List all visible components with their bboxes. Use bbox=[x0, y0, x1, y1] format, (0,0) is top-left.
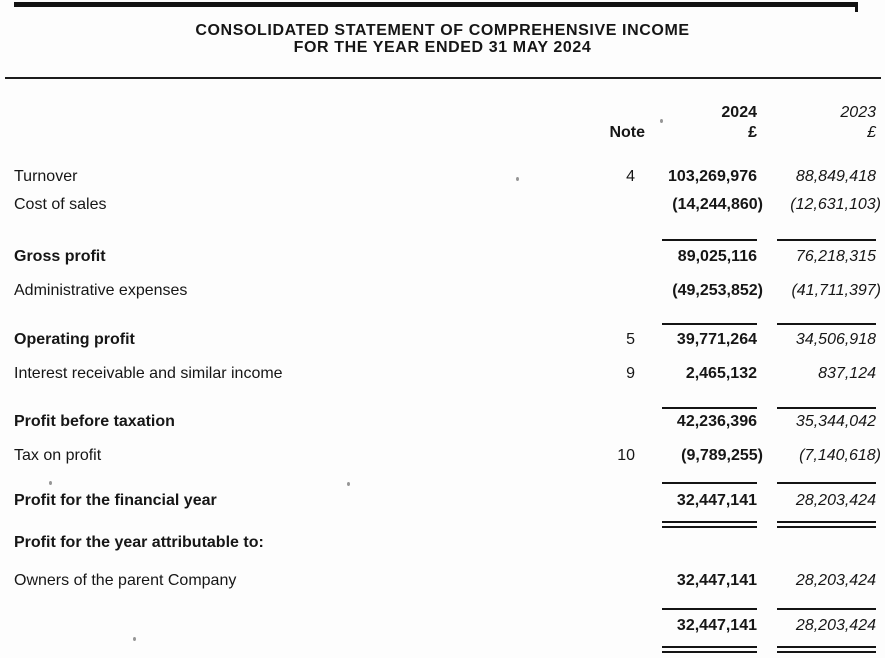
row-note: 5 bbox=[626, 331, 635, 348]
row-note bbox=[560, 491, 635, 511]
title-line-1: CONSOLIDATED STATEMENT OF COMPREHENSIVE INCOME bbox=[195, 22, 690, 39]
page-title bbox=[0, 22, 885, 56]
statement-row bbox=[14, 412, 885, 432]
value-2024: (9,789,255) bbox=[681, 447, 763, 464]
value-2023: (12,631,103) bbox=[790, 196, 881, 213]
value-2024: (49,253,852) bbox=[672, 282, 763, 299]
rule-spacer bbox=[14, 521, 560, 528]
rule-spacer bbox=[560, 407, 635, 409]
rule-spacer bbox=[14, 407, 560, 409]
row-note bbox=[560, 412, 635, 432]
value-2024: 103,269,976 bbox=[668, 168, 757, 185]
value-2023: (41,711,397) bbox=[791, 282, 881, 299]
rule-spacer bbox=[560, 646, 635, 653]
single-rule-2024 bbox=[662, 239, 757, 241]
row-label bbox=[14, 616, 560, 636]
row-label: Owners of the parent Company bbox=[14, 572, 237, 589]
double-rule-row bbox=[14, 521, 885, 528]
top-border-rule bbox=[14, 2, 858, 7]
statement-row bbox=[14, 167, 885, 187]
scan-speck bbox=[133, 637, 136, 641]
total-rule-row bbox=[14, 482, 885, 484]
value-2024: 42,236,396 bbox=[676, 413, 757, 430]
single-rule-2023 bbox=[777, 239, 876, 241]
currency-2023-label: £ bbox=[867, 124, 876, 141]
single-rule-2023 bbox=[777, 407, 876, 409]
rule-cell-2024 bbox=[635, 521, 763, 528]
row-note bbox=[560, 195, 635, 215]
value-2024: 2,465,132 bbox=[685, 365, 757, 382]
rule-spacer bbox=[14, 323, 560, 325]
currency-2024-label: £ bbox=[748, 124, 757, 141]
header-divider-rule bbox=[5, 77, 881, 79]
double-rule-2024 bbox=[662, 521, 757, 528]
header-spacer bbox=[14, 103, 560, 143]
year-2024-label: 2024 bbox=[721, 104, 757, 121]
total-rule-row bbox=[14, 323, 885, 325]
rule-spacer bbox=[560, 239, 635, 241]
statement-row bbox=[14, 330, 885, 350]
row-label: Profit for the year attributable to: bbox=[14, 534, 264, 551]
statement-row bbox=[14, 281, 885, 301]
rule-cell-2024 bbox=[635, 482, 763, 484]
double-rule-2023 bbox=[777, 646, 876, 653]
column-headers bbox=[14, 103, 885, 143]
statement-row bbox=[14, 195, 885, 215]
rule-cell-2023 bbox=[763, 323, 881, 325]
rule-spacer bbox=[14, 482, 560, 484]
value-2024: 89,025,116 bbox=[677, 248, 757, 265]
rule-cell-2024 bbox=[635, 646, 763, 653]
header-blank bbox=[570, 103, 645, 123]
value-2023: 35,344,042 bbox=[795, 413, 876, 430]
rule-spacer bbox=[560, 608, 635, 610]
total-rule-row bbox=[14, 608, 885, 610]
note-label: Note bbox=[609, 124, 645, 141]
value-2024: (14,244,860) bbox=[672, 196, 763, 213]
rule-cell-2023 bbox=[763, 646, 881, 653]
row-note: 10 bbox=[617, 447, 635, 464]
statement-rows bbox=[0, 167, 885, 653]
rule-cell-2024 bbox=[635, 608, 763, 610]
row-note: 4 bbox=[626, 168, 635, 185]
rule-spacer bbox=[560, 521, 635, 528]
rule-cell-2023 bbox=[763, 521, 881, 528]
column-header-2024 bbox=[635, 103, 763, 143]
single-rule-2023 bbox=[777, 608, 876, 610]
value-2024 bbox=[635, 533, 763, 553]
rule-cell-2023 bbox=[763, 239, 881, 241]
scan-speck bbox=[347, 482, 350, 486]
value-2023: 76,218,315 bbox=[795, 248, 876, 265]
value-2023: (7,140,618) bbox=[799, 447, 881, 464]
row-note bbox=[560, 571, 635, 591]
row-label: Turnover bbox=[14, 168, 78, 185]
rule-cell-2024 bbox=[635, 407, 763, 409]
rule-spacer bbox=[560, 482, 635, 484]
value-2024: 32,447,141 bbox=[676, 617, 757, 634]
row-label: Gross profit bbox=[14, 248, 106, 265]
row-note: 9 bbox=[626, 365, 635, 382]
value-2023: 28,203,424 bbox=[795, 492, 876, 509]
row-label: Profit before taxation bbox=[14, 413, 175, 430]
double-rule-2024 bbox=[662, 646, 757, 653]
value-2023: 837,124 bbox=[818, 365, 876, 382]
statement-row bbox=[14, 533, 885, 553]
value-2024: 32,447,141 bbox=[676, 492, 757, 509]
rule-cell-2024 bbox=[635, 323, 763, 325]
column-header-note bbox=[570, 103, 645, 143]
statement-row bbox=[14, 571, 885, 591]
value-2024: 39,771,264 bbox=[676, 331, 757, 348]
statement-row bbox=[14, 491, 885, 511]
statement-row bbox=[14, 247, 885, 267]
double-rule-2023 bbox=[777, 521, 876, 528]
value-2023: 88,849,418 bbox=[795, 168, 876, 185]
value-2023: 34,506,918 bbox=[795, 331, 876, 348]
statement-table bbox=[0, 103, 885, 653]
rule-cell-2024 bbox=[635, 239, 763, 241]
single-rule-2023 bbox=[777, 323, 876, 325]
value-2023: 28,203,424 bbox=[795, 617, 876, 634]
single-rule-2024 bbox=[662, 608, 757, 610]
scan-speck bbox=[49, 481, 52, 485]
row-label: Administrative expenses bbox=[14, 282, 188, 299]
rule-spacer bbox=[14, 646, 560, 653]
row-note bbox=[560, 247, 635, 267]
statement-row bbox=[14, 364, 885, 384]
scan-speck bbox=[516, 177, 519, 181]
rule-spacer bbox=[14, 239, 560, 241]
scan-speck bbox=[660, 119, 663, 123]
column-header-2023 bbox=[763, 103, 881, 143]
total-rule-row bbox=[14, 239, 885, 241]
row-label: Profit for the financial year bbox=[14, 492, 217, 509]
row-label: Tax on profit bbox=[14, 447, 102, 464]
year-2023-label: 2023 bbox=[840, 104, 876, 121]
value-2023 bbox=[763, 533, 881, 553]
single-rule-2024 bbox=[662, 323, 757, 325]
statement-row bbox=[14, 616, 885, 636]
value-2023: 28,203,424 bbox=[795, 572, 876, 589]
rule-cell-2023 bbox=[763, 482, 881, 484]
total-rule-row bbox=[14, 407, 885, 409]
rule-spacer bbox=[14, 608, 560, 610]
rule-spacer bbox=[560, 323, 635, 325]
single-rule-2024 bbox=[662, 407, 757, 409]
row-note bbox=[560, 616, 635, 636]
single-rule-2024 bbox=[662, 482, 757, 484]
rule-cell-2023 bbox=[763, 608, 881, 610]
statement-row bbox=[14, 446, 885, 466]
row-label: Cost of sales bbox=[14, 196, 107, 213]
double-rule-row bbox=[14, 646, 885, 653]
rule-cell-2023 bbox=[763, 407, 881, 409]
row-note bbox=[560, 281, 635, 301]
row-label: Operating profit bbox=[14, 331, 135, 348]
row-label: Interest receivable and similar income bbox=[14, 365, 283, 382]
single-rule-2023 bbox=[777, 482, 876, 484]
value-2024: 32,447,141 bbox=[676, 572, 757, 589]
title-line-2: FOR THE YEAR ENDED 31 MAY 2024 bbox=[293, 39, 592, 56]
row-note bbox=[560, 533, 635, 553]
